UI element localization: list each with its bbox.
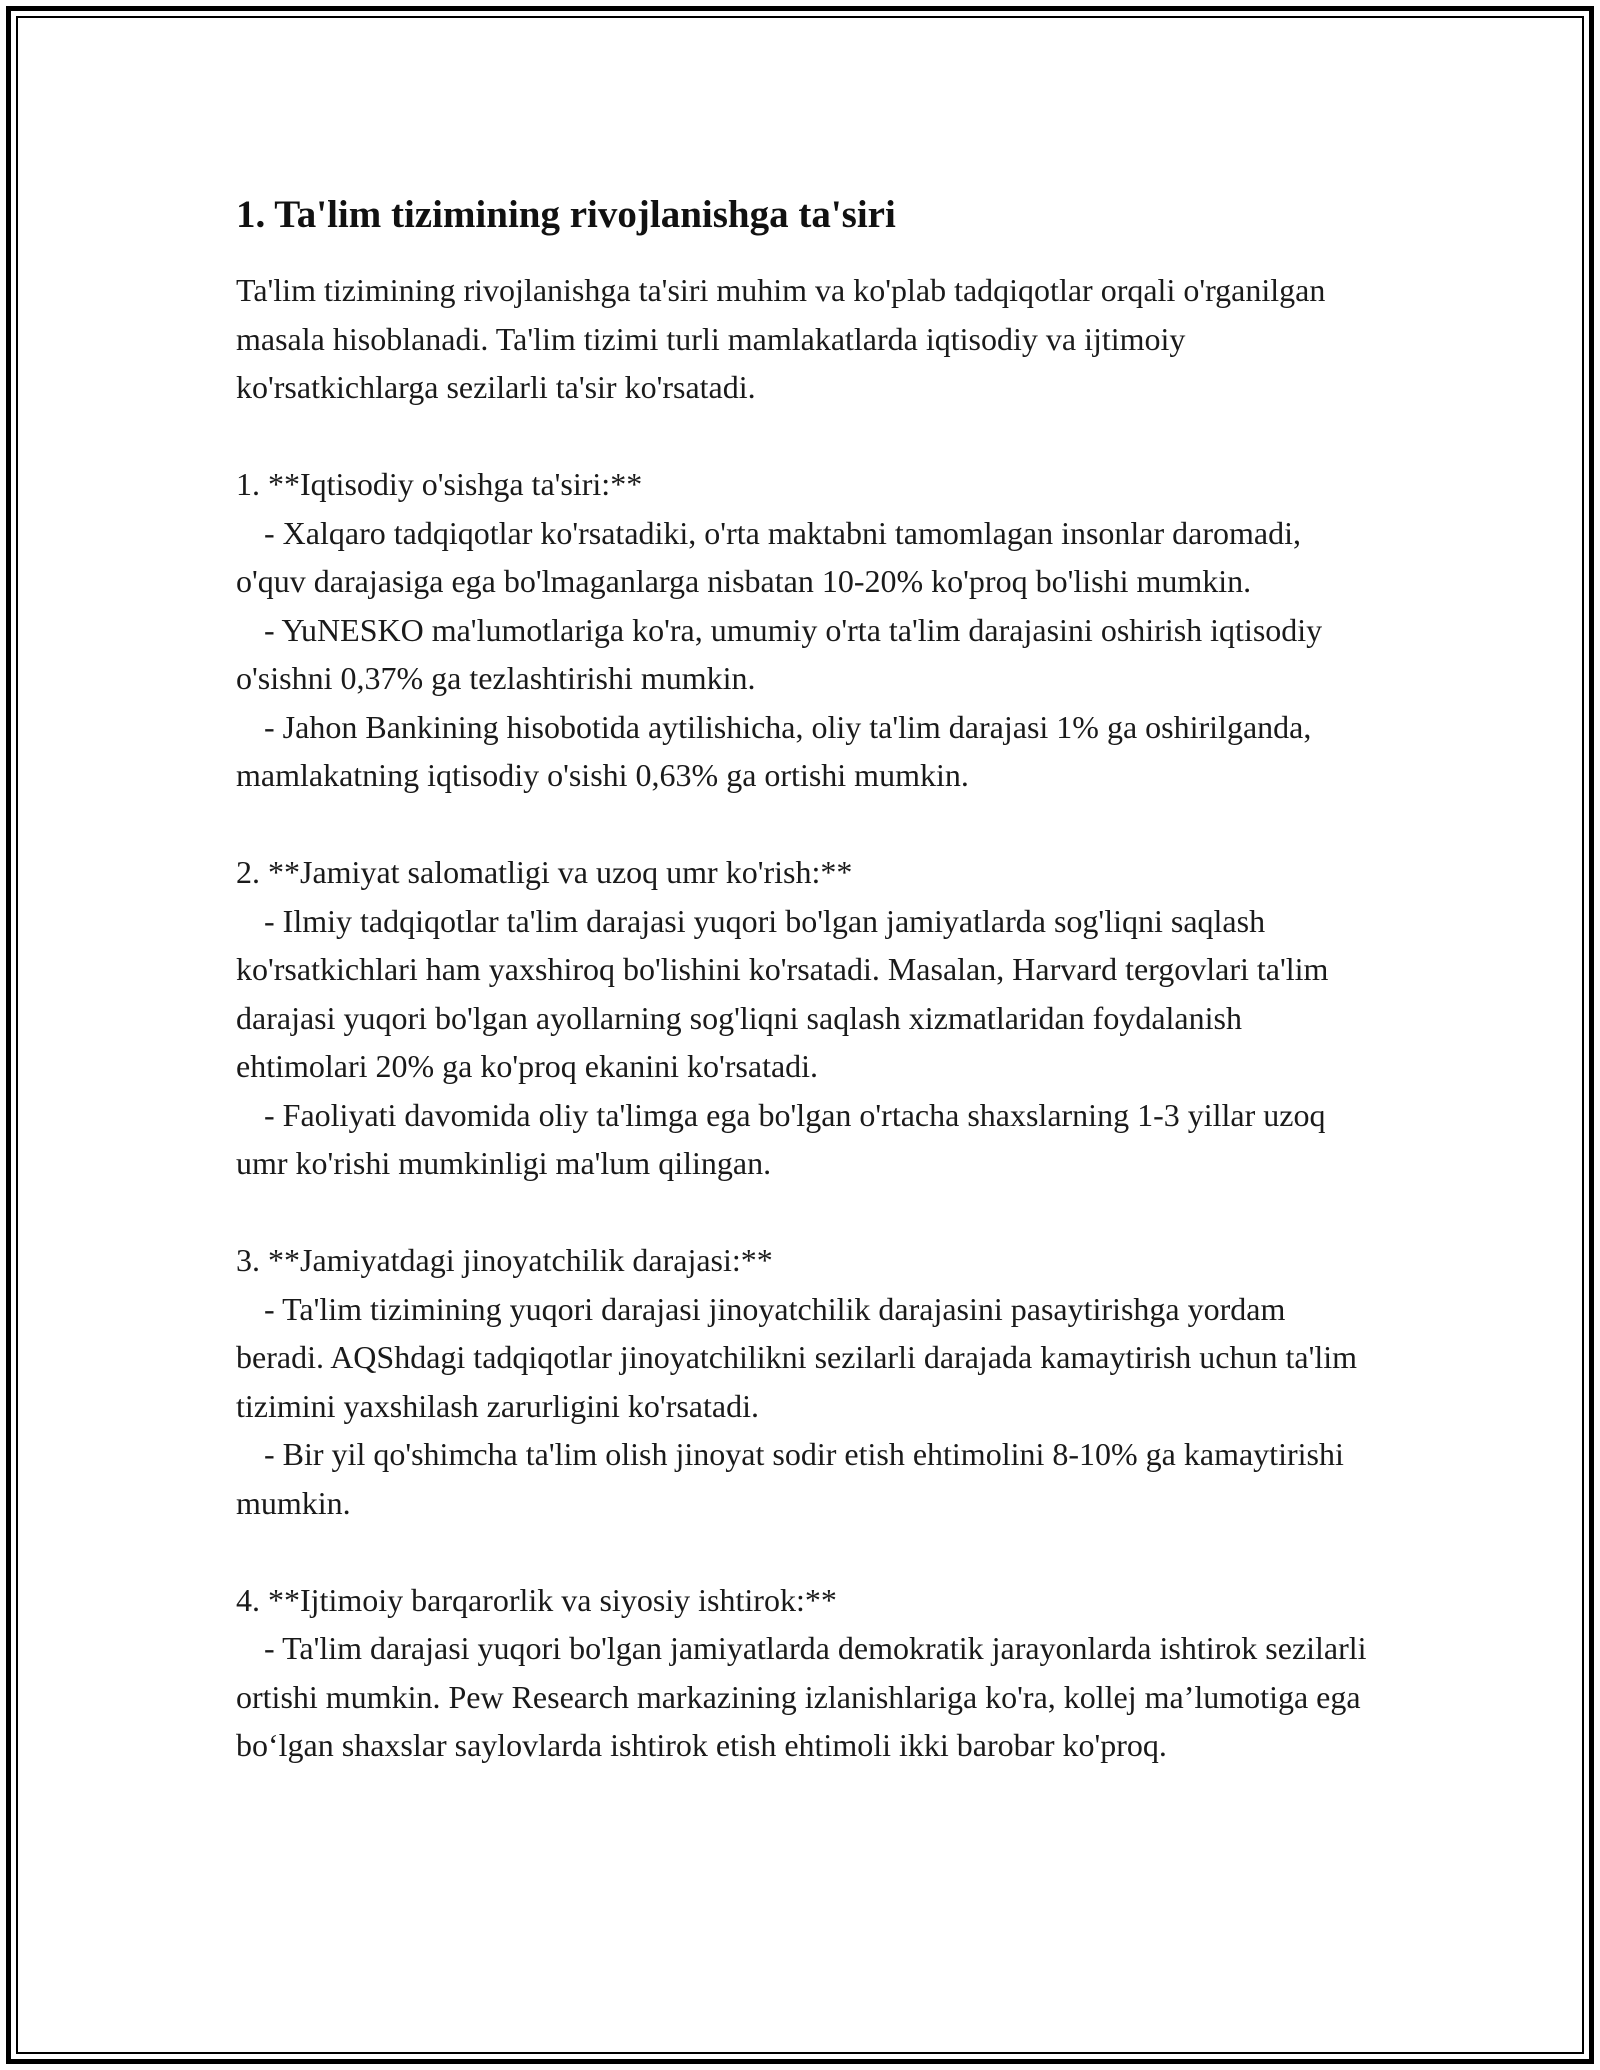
- section-crime-rate: [236, 1236, 1376, 1527]
- bullet-item: - YuNESKO ma'lumotlariga ko'ra, umumiy o'rta ta'lim darajasini oshirish iqtisodiy o'sishni 0,37% ga tezlashtirishi mumkin.: [236, 611, 1323, 696]
- bullet-item: - Ta'lim tizimining yuqori darajasi jinoyatchilik darajasini pasaytirishga yordam beradi. AQShdagi tadqiqotlar jinoyatchilikni sezilarli darajada kamaytirish uchun ta'lim tizimini yaxshilash zarurligini ko'rsatadi.: [236, 1290, 1358, 1424]
- section-social-stability: [236, 1576, 1376, 1770]
- section-heading: 1. **Iqtisodiy o'sishga ta'siri:**: [236, 466, 643, 502]
- bullet-item: - Bir yil qo'shimcha ta'lim olish jinoyat sodir etish ehtimolini 8-10% ga kamaytirishi mumkin.: [236, 1436, 1344, 1521]
- bullet-item: - Faoliyati davomida oliy ta'limga ega bo'lgan o'rtacha shaxslarning 1-3 yillar uzoq umr ko'rishi mumkinligi ma'lum qilingan.: [236, 1096, 1326, 1181]
- page-title: 1. Ta'lim tizimining rivojlanishga ta'siri: [236, 193, 896, 236]
- section-heading: 3. **Jamiyatdagi jinoyatchilik darajasi:**: [236, 1242, 773, 1278]
- section-heading: 2. **Jamiyat salomatligi va uzoq umr ko'rish:**: [236, 854, 853, 890]
- section-economic-growth: [236, 460, 1376, 800]
- bullet-item: - Xalqaro tadqiqotlar ko'rsatadiki, o'rta maktabni tamomlagan insonlar daromadi, o'quv darajasiga ega bo'lmaganlarga nisbatan 10-20% ko'proq bo'lishi mumkin.: [236, 514, 1301, 599]
- bullet-item: - Jahon Bankining hisobotida aytilishicha, oliy ta'lim darajasi 1% ga oshirilganda, mamlakatning iqtisodiy o'sishi 0,63% ga ortishi mumkin.: [236, 708, 1312, 793]
- document-body: [236, 186, 1376, 1770]
- section-heading: 4. **Ijtimoiy barqarorlik va siyosiy ishtirok:**: [236, 1581, 837, 1618]
- bullet-item: - Ilmiy tadqiqotlar ta'lim darajasi yuqori bo'lgan jamiyatlarda sog'liqni saqlash ko'rsatkichlari ham yaxshiroq bo'lishini ko'rsatadi. Masalan, Harvard tergovlari ta'lim darajasi yuqori bo'lgan ayollarning sog'liqni saqlash xizmatlaridan foydalanish ehtimolari 20% ga ko'proq ekanini ko'rsatadi.: [236, 902, 1329, 1084]
- section-public-health: [236, 848, 1376, 1188]
- bullet-item: - Ta'lim darajasi yuqori bo'lgan jamiyatlarda demokratik jarayonlarda ishtirok sezilarli ortishi mumkin. Pew Research markazining izlanishlariga ko'ra, kollej ma’lumotiga ega bo‘lgan shaxslar saylovlarda ishtirok etish ehtimoli ikki barobar ko'proq.: [236, 1630, 1367, 1763]
- intro-paragraph: Ta'lim tizimining rivojlanishga ta'siri muhim va ko'plab tadqiqotlar orqali o'rganilgan masala hisoblanadi. Ta'lim tizimi turli mamlakatlarda iqtisodiy va ijtimoiy ko'rsatkichlarga sezilarli ta'sir ko'rsatadi.: [236, 272, 1326, 405]
